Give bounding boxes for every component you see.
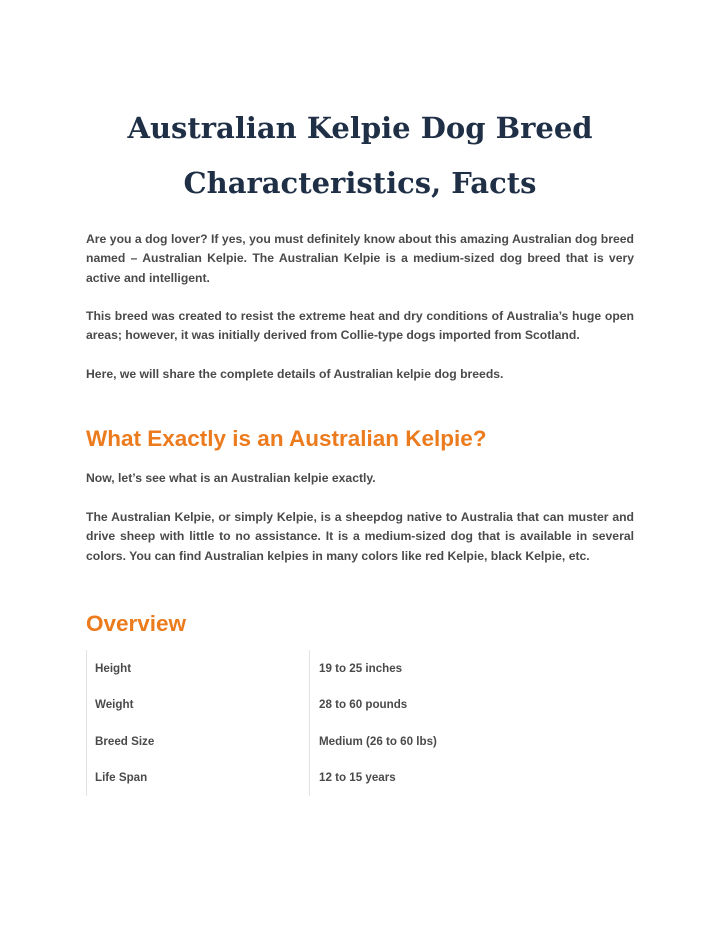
page-title [86,101,634,211]
overview-table [86,650,531,796]
intro-paragraph-2: This breed was created to resist the extreme heat and dry conditions of Australia’s huge open areas; however, it was initially derived from Collie-type dogs imported from Scotland. [86,308,634,343]
overview-value-height: 19 to 25 inches [319,661,403,675]
page-title-line-1: Australian Kelpie Dog Breed [127,111,593,145]
overview-label-breed-size: Breed Size [95,734,155,748]
section-paragraph-2: The Australian Kelpie, or simply Kelpie, is a sheepdog native to Australia that can muster and drive sheep with little to no assistance. It is a medium-sized dog that is available in several colors. You can find Australian kelpies in many colors like red Kelpie, black Kelpie, etc. [86,510,634,563]
overview-value-life-span: 12 to 15 years [319,771,396,785]
section-heading-overview: Overview [86,610,187,636]
overview-label-life-span: Life Span [95,771,148,785]
section-heading-what-is-kelpie: What Exactly is an Australian Kelpie? [86,425,487,451]
intro-paragraph-1: Are you a dog lover? If yes, you must definitely know about this amazing Australian dog breed named – Australian Kelpie. The Australian Kelpie is a medium-sized dog breed that is very active and intelligent. [86,232,634,285]
overview-label-height: Height [95,661,132,675]
page-title-line-2: Characteristics, Facts [183,166,537,200]
overview-label-weight: Weight [95,698,134,712]
overview-value-breed-size: Medium (26 to 60 lbs) [319,734,437,748]
section-paragraph-1: Now, let’s see what is an Australian kelpie exactly. [86,470,376,485]
overview-value-weight: 28 to 60 pounds [319,698,408,712]
intro-paragraph-3: Here, we will share the complete details of Australian kelpie dog breeds. [86,367,504,382]
